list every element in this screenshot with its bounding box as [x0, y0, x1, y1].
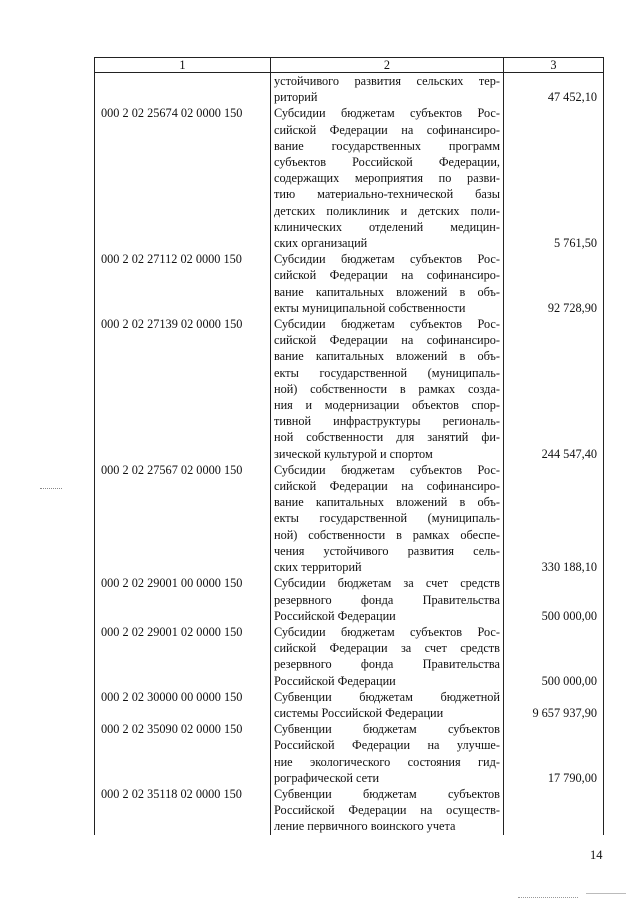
- description-line: сийской Федерации на софинансиро-: [274, 122, 500, 137]
- description-line: ной) собственности в рамках созда-: [274, 381, 500, 396]
- budget-code-cell: 000 2 02 35118 02 0000 150: [95, 786, 271, 835]
- description-line: детских поликлиник и детских поли-: [274, 203, 500, 218]
- description-line: ских территорий: [274, 560, 362, 575]
- description-cell: [271, 105, 504, 251]
- amount-cell: 9 657 937,90: [504, 689, 604, 721]
- table-row: [95, 624, 604, 689]
- description-line: Субвенции бюджетам субъектов: [274, 786, 500, 801]
- description-line: тию материально-технической базы: [274, 187, 500, 202]
- amount-cell: 244 547,40: [504, 316, 604, 462]
- description-line: Субсидии бюджетам субъектов Рос-: [274, 317, 500, 332]
- description-line: вание государственных программ: [274, 138, 500, 153]
- description-line: вание капитальных вложений в объ-: [274, 495, 500, 510]
- description-line: Субвенции бюджетам субъектов: [274, 722, 500, 737]
- description-line: Субсидии бюджетам субъектов Рос-: [274, 462, 500, 477]
- description-line: Субсидии бюджетам субъектов Рос-: [274, 252, 500, 267]
- description-line: екты государственной (муниципаль-: [274, 365, 500, 380]
- description-cell: [271, 786, 504, 835]
- amount-cell: 92 728,90: [504, 251, 604, 316]
- description-line: Субсидии бюджетам субъектов Рос-: [274, 624, 500, 639]
- table-row: [95, 689, 604, 721]
- table-row: [95, 786, 604, 835]
- description-line: рографической сети: [274, 770, 380, 785]
- description-line: тивной инфраструктуры региональ-: [274, 414, 500, 429]
- description-line: зической культурой и спортом: [274, 446, 433, 461]
- description-line: ной) собственности в рамках обеспе-: [274, 527, 500, 542]
- footer-dotted-line: [518, 897, 578, 898]
- description-line: Российской Федерации: [274, 673, 396, 688]
- description-line: системы Российской Федерации: [274, 705, 444, 720]
- description-line: содержащих мероприятия по разви-: [274, 171, 500, 186]
- revenue-table: [94, 57, 604, 835]
- description-line: сийской Федерации на софинансиро-: [274, 268, 500, 283]
- description-cell: [271, 73, 504, 106]
- amount-cell: 47 452,10: [504, 73, 604, 106]
- description-cell: [271, 316, 504, 462]
- margin-mark: [40, 488, 62, 489]
- table-row: [95, 105, 604, 251]
- description-cell: [271, 462, 504, 575]
- table-row: [95, 462, 604, 575]
- table-row: [95, 73, 604, 106]
- budget-code-cell: 000 2 02 30000 00 0000 150: [95, 689, 271, 721]
- description-line: сийской Федерации на софинансиро-: [274, 333, 500, 348]
- description-cell: [271, 251, 504, 316]
- description-line: резервного фонда Правительства: [274, 657, 500, 672]
- table-row: [95, 575, 604, 624]
- header-col-2: 2: [271, 58, 504, 73]
- footer-line: [586, 893, 626, 894]
- description-line: Субсидии бюджетам за счет средств: [274, 576, 500, 591]
- header-col-3: 3: [504, 58, 604, 73]
- budget-code-cell: 000 2 02 27567 02 0000 150: [95, 462, 271, 575]
- amount-cell: 330 188,10: [504, 462, 604, 575]
- description-line: Субвенции бюджетам бюджетной: [274, 689, 500, 704]
- budget-code-cell: 000 2 02 27112 02 0000 150: [95, 251, 271, 316]
- description-cell: [271, 624, 504, 689]
- budget-code-cell: 000 2 02 25674 02 0000 150: [95, 105, 271, 251]
- page-number: 14: [590, 848, 603, 862]
- amount-cell: 500 000,00: [504, 624, 604, 689]
- table-row: [95, 721, 604, 786]
- amount-cell: 17 790,00: [504, 721, 604, 786]
- description-cell: [271, 689, 504, 721]
- description-line: ление первичного воинского учета: [274, 819, 456, 834]
- description-line: Российской Федерации: [274, 608, 396, 623]
- table-body: [95, 73, 604, 835]
- description-line: вание капитальных вложений в объ-: [274, 349, 500, 364]
- description-line: устойчивого развития сельских тер-: [274, 74, 500, 88]
- table-row: [95, 251, 604, 316]
- header-col-1: 1: [95, 58, 271, 73]
- budget-code-cell: 000 2 02 35090 02 0000 150: [95, 721, 271, 786]
- description-cell: [271, 721, 504, 786]
- description-line: резервного фонда Правительства: [274, 592, 500, 607]
- description-line: вание капитальных вложений в объ-: [274, 284, 500, 299]
- description-line: екты муниципальной собственности: [274, 300, 466, 315]
- description-line: екты государственной (муниципаль-: [274, 511, 500, 526]
- description-line: субъектов Российской Федерации,: [274, 155, 500, 170]
- budget-code-cell: 000 2 02 29001 02 0000 150: [95, 624, 271, 689]
- description-line: ние экологического состояния гид-: [274, 754, 500, 769]
- description-line: риторий: [274, 90, 318, 105]
- description-line: чения устойчивого развития сель-: [274, 543, 500, 558]
- description-line: клинических отделений медицин-: [274, 219, 500, 234]
- description-line: сийской Федерации за счет средств: [274, 641, 500, 656]
- description-line: Российской Федерации на улучше-: [274, 738, 500, 753]
- amount-cell: [504, 786, 604, 835]
- description-line: сийской Федерации на софинансиро-: [274, 479, 500, 494]
- table-header-row: [95, 58, 604, 73]
- description-line: Субсидии бюджетам субъектов Рос-: [274, 106, 500, 121]
- description-line: ния и модернизации объектов спор-: [274, 398, 500, 413]
- amount-cell: 5 761,50: [504, 105, 604, 251]
- budget-code-cell: 000 2 02 29001 00 0000 150: [95, 575, 271, 624]
- description-line: Российской Федерации на осуществ-: [274, 803, 500, 818]
- description-line: ной собственности для занятий фи-: [274, 430, 500, 445]
- table-row: [95, 316, 604, 462]
- description-line: ских организаций: [274, 236, 368, 251]
- budget-code-cell: 000 2 02 27139 02 0000 150: [95, 316, 271, 462]
- description-cell: [271, 575, 504, 624]
- budget-code-cell: [95, 73, 271, 106]
- amount-cell: 500 000,00: [504, 575, 604, 624]
